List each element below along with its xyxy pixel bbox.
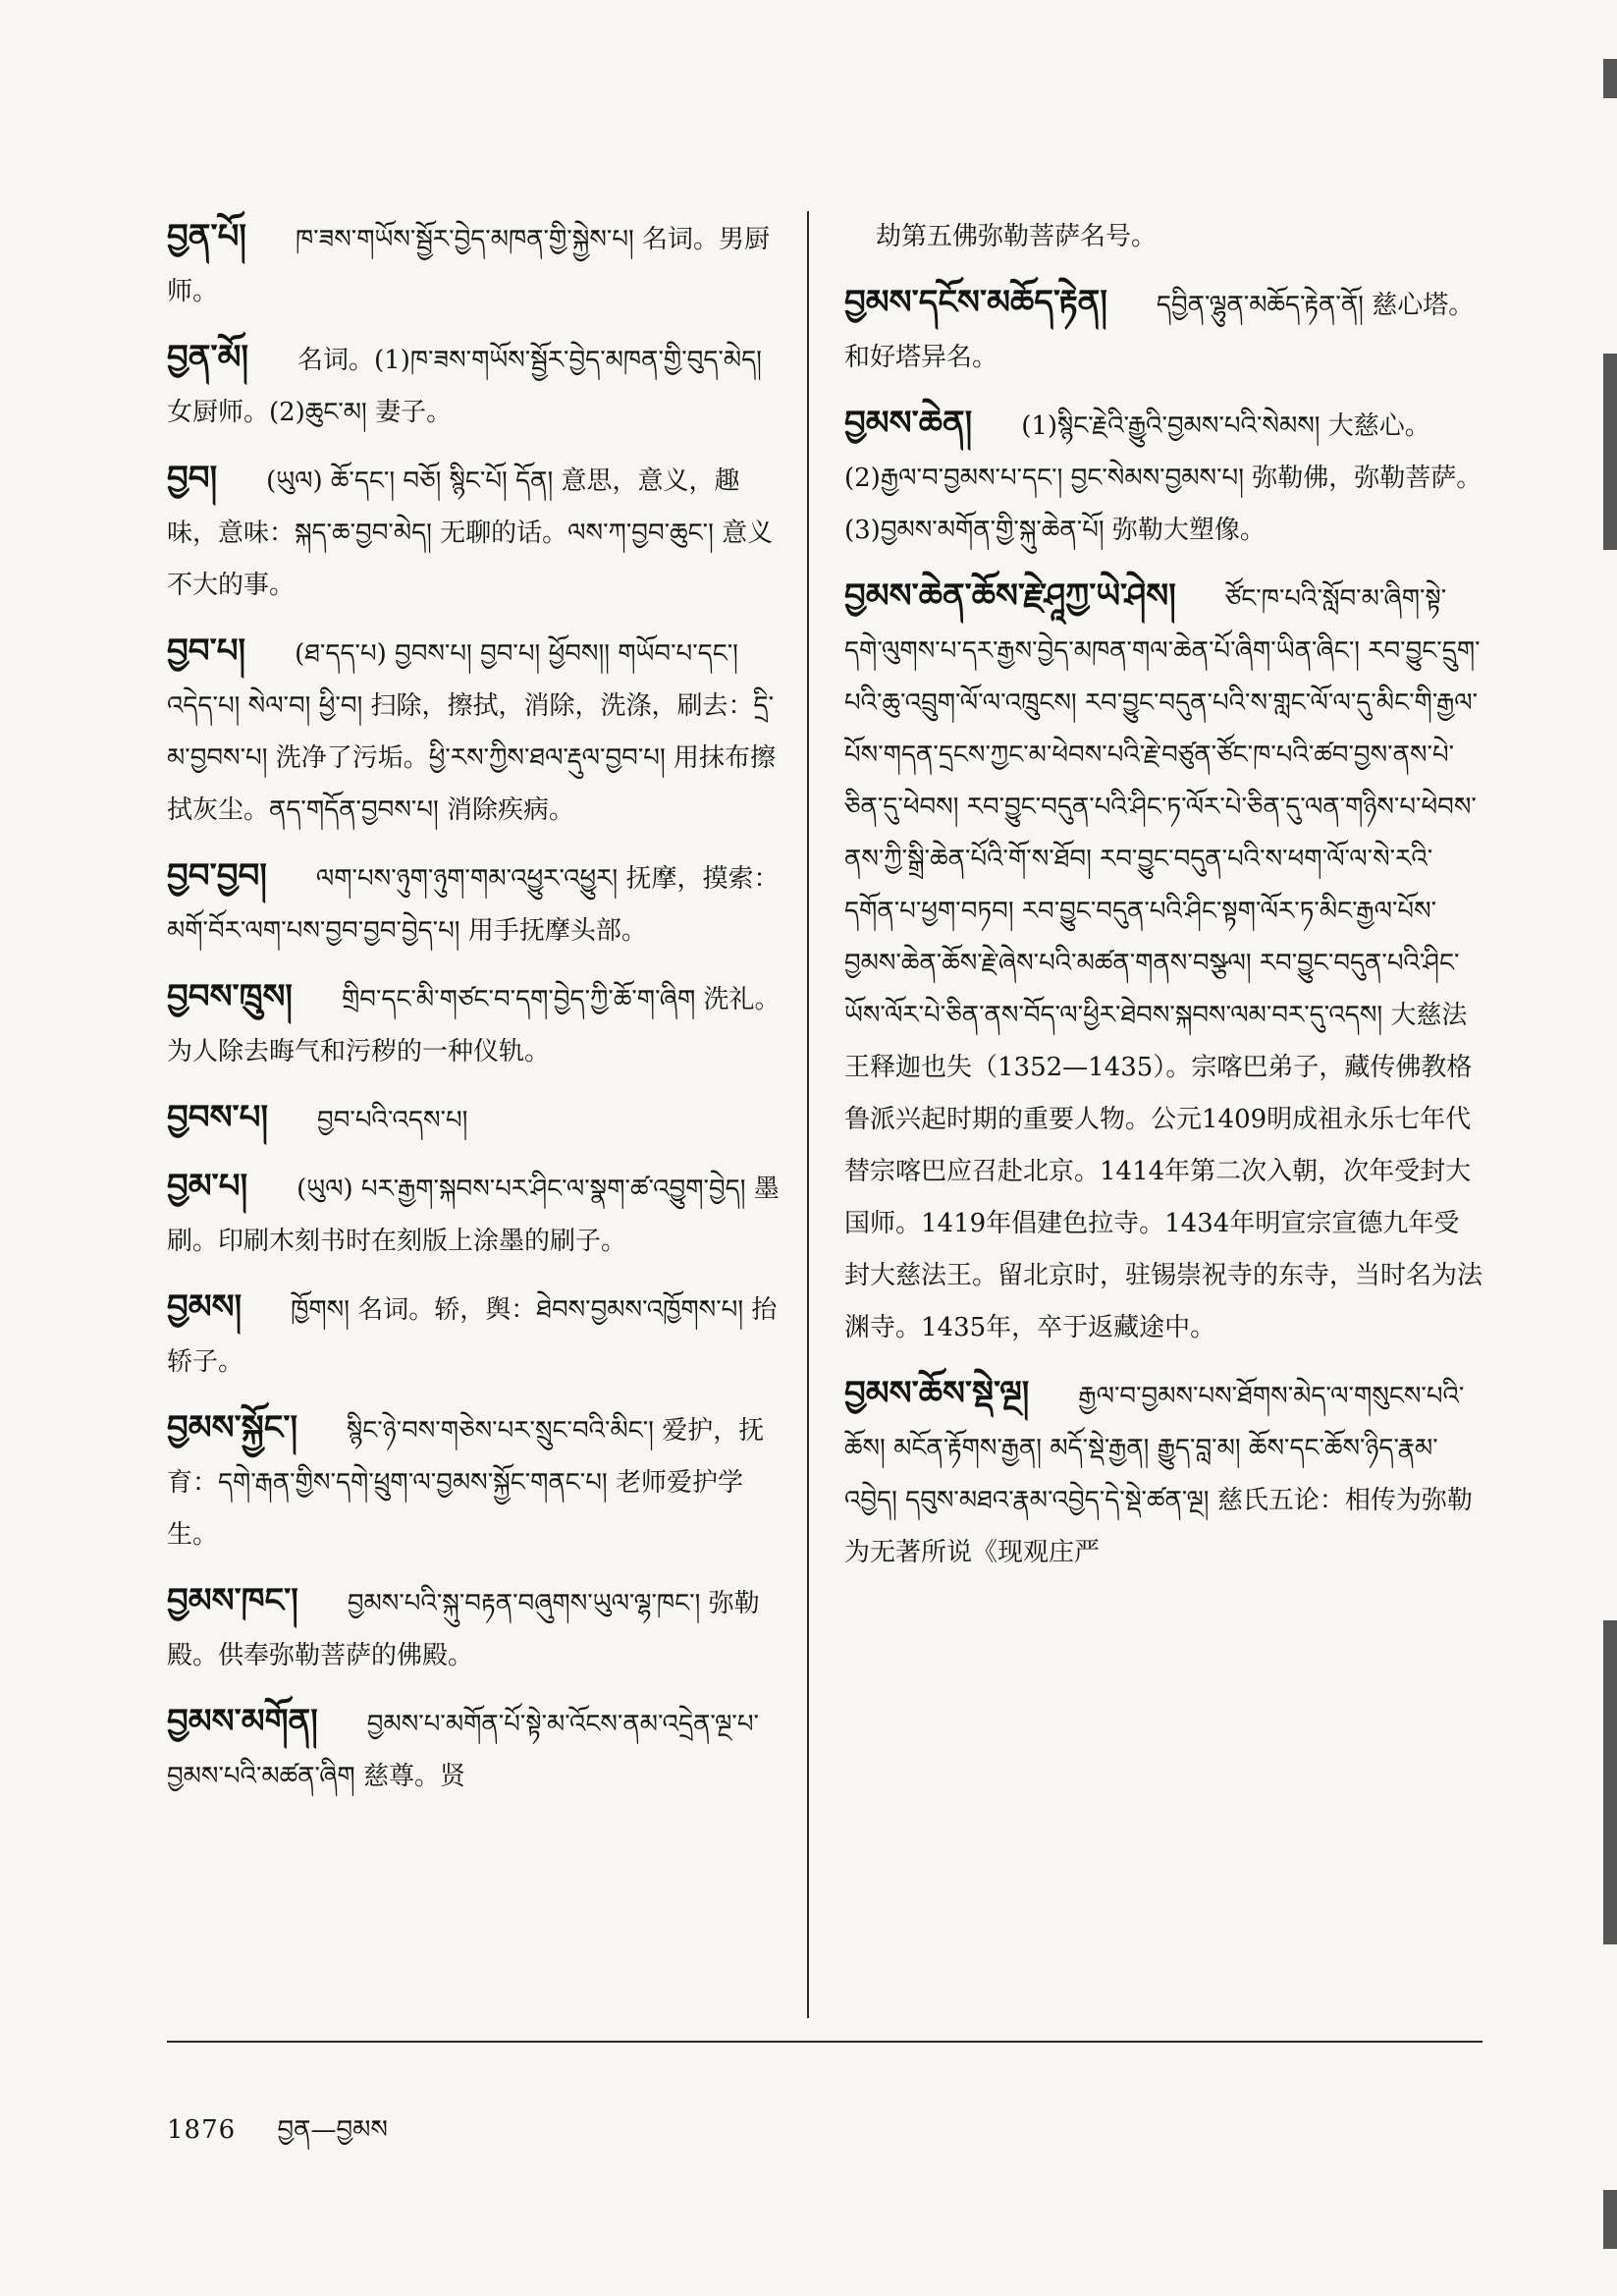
dictionary-entry bbox=[167, 332, 790, 439]
entry-definition: ཙོང་ཁ་པའི་སློབ་མ་ཞིག་སྟེ་དགེ་ལུགས་པ་དར་རྒྱས་བྱེད་མཁན་གལ་ཆེན་པོ་ཞིག་ཡིན་ཞིང་། རབ་བྱུང་དྲུག་པའི་ཆུ་འབྲུག་ལོ་ལ་འཁྲུངས། རབ་བྱུང་བདུན་པའི་ས་གླང་ལོ་ལ་དུ་མིང་གི་རྒྱལ་པོས་གདན་དྲངས་ཀྱང་མ་ཕེབས་པའི་རྗེ་བཙུན་ཙོང་ཁ་པའི་ཚབ་བྱས་ནས་པེ་ཅིན་དུ་ཕེབས། རབ་བྱུང་བདུན་པའི་ཤིང་ཏ་ལོར་པེ་ཅིན་དུ་ལན་གཉིས་པ་ཕེབས་ནས་ཀྱི་སྒྲི་ཆེན་པོའི་གོ་ས་ཐོབ། རབ་བྱུང་བདུན་པའི་ས་ཕག་ལོ་ལ་སེ་རའི་དགོན་པ་ཕྱག་བཏབ། རབ་བྱུང་བདུན་པའི་ཤིང་སྟག་ལོར་ཏ་མིང་རྒྱལ་པོས་བྱམས་ཆེན་ཆོས་རྗེ་ཞེས་པའི་མཚན་གནས་བསྩལ། རབ་བྱུང་བདུན་པའི་ཤིང་ཡོས་ལོར་པེ་ཅིན་ནས་བོད་ལ་ཕྱིར་ཐེབས་སྐབས་ལམ་བར་དུ་འདས། 大慈法王释迦也失（1352—1435）。宗喀巴弟子，藏传佛教格鲁派兴起时期的重要人物。公元1409明成祖永乐七年代替宗喀巴应召赴北京。1414年第二次入朝，次年受封大国师。1419年倡建色拉寺。1434年明宣宗宣德九年受封大慈法王。留北京时，驻锡崇祝寺的东寺，当时名为法渊寺。1435年，卒于返藏途中。 bbox=[844, 584, 1483, 1342]
entry-definition: 名词。(1)ཁ་ཟས་གཡོས་སྦྱོར་བྱེད་མཁན་གྱི་བུད་མེད། 女厨师。(2)ཆུང་མ། 妻子。 bbox=[167, 346, 762, 427]
dictionary-entry bbox=[167, 626, 790, 837]
dictionary-entry bbox=[167, 850, 790, 957]
entry-definition: བྱམས་པའི་སྐུ་བརྟན་བཞུགས་ཡུལ་ལྷ་ཁང་། 弥勒殿。供奉弥勒菩萨的佛殿。 bbox=[167, 1589, 760, 1670]
entry-definition: ལག་པས་ཉུག་ཉུག་གམ་འཕྱུར་འཕྱུར། 抚摩，摸索：མགོ་བོར་ལག་པས་བྱབ་བྱབ་བྱེད་པ། 用手抚摩头部。 bbox=[167, 864, 780, 946]
column-divider bbox=[807, 211, 809, 2018]
entry-definition: ཁ་ཟས་གཡོས་སྦྱོར་བྱེད་མཁན་གྱི་སྐྱེས་པ། 名词。男厨师。 bbox=[167, 225, 771, 306]
entry-headword: བྱམས་ཆེན་ཆོས་རྗེ་ཤཱཀྱ་ཡེ་ཤེས། bbox=[844, 576, 1176, 616]
entry-headword: བྱམས། bbox=[167, 1287, 243, 1327]
entry-definition: དབྱིན་ལྷུན་མཆོད་རྟེན་ནོ། 慈心塔。和好塔异名。 bbox=[844, 291, 1475, 372]
entry-headword: བྱམས་ཁང་། bbox=[167, 1581, 298, 1620]
dictionary-entry bbox=[167, 1282, 790, 1389]
right-column bbox=[844, 211, 1482, 1593]
entry-definition: བྱམས་པ་མགོན་པོ་སྟེ་མ་འོངས་ནམ་འདྲེན་ལྔ་པ་བྱམས་པའི་མཚན་ཞིག 慈尊。贤 bbox=[167, 1710, 760, 1791]
entry-definition: (ཡུལ) པར་རྒྱག་སྐབས་པར་ཤིང་ལ་སྣག་ཚ་འབྱུག་བྱེད། 墨刷。印刷木刻书时在刻版上涂墨的刷子。 bbox=[167, 1175, 780, 1256]
dictionary-entry bbox=[844, 277, 1482, 384]
entry-headword: བྱན་མོ། bbox=[167, 338, 249, 377]
dictionary-entry bbox=[167, 1161, 790, 1268]
entry-definition: (ཡུལ) ཆོ་དང་། བཅོ། སྙིང་པོ། དོན། 意思，意义，趣味，意味：སྐད་ཆ་བྱབ་མེད། 无聊的话。ལས་ཀ་བྱབ་ཆུང་། 意义不大的事。 bbox=[167, 466, 774, 600]
entry-headword: བྱབས་པ། bbox=[167, 1098, 269, 1137]
entry-headword: བྱབ། bbox=[167, 459, 218, 498]
scan-edge-mark bbox=[1603, 59, 1617, 98]
entry-headword: བྱམ་པ། bbox=[167, 1167, 248, 1206]
dictionary-entry bbox=[844, 571, 1482, 1354]
scan-edge-mark bbox=[1603, 2190, 1617, 2249]
entry-definition: (ཐ་དད་པ) བྱབས་པ། བྱབ་པ། ཕྱོབས།། གཡོབ་པ་དང་། འདེད་པ། སེལ་བ། ཕྱི་བ། 扫除，擦拭，消除，洗涤，刷去：དྲི་མ་བྱབས་པ། 洗净了污垢。ཕྱི་རས་ཀྱིས་ཐལ་རྡུལ་བྱབ་པ། 用抹布擦拭灰尘。ནད་གདོན་བྱབས་པ། 消除疾病。 bbox=[167, 639, 776, 825]
dictionary-entry bbox=[167, 1575, 790, 1682]
entry-headword: བྱབ་པ། bbox=[167, 631, 246, 671]
page-footer bbox=[167, 2102, 388, 2173]
dictionary-entry bbox=[167, 1402, 790, 1561]
page-number: 1876 bbox=[167, 2115, 237, 2145]
entry-definition: གྲིབ་དང་མི་གཙང་བ་དག་བྱེད་ཀྱི་ཆོ་ག་ཞིག 洗礼。为人除去晦气和污秽的一种仪轨。 bbox=[167, 985, 781, 1066]
scan-edge-mark bbox=[1603, 1620, 1617, 1944]
entry-definition: སྙིང་ཉེ་བས་གཅེས་པར་སྲུང་བའི་མིང་། 爱护，抚育：དགེ་རྒན་གྱིས་དགེ་ཕྲུག་ལ་བྱམས་སྐྱོང་གནང་པ། 老师爱护学生。 bbox=[167, 1416, 765, 1550]
dictionary-entry bbox=[167, 1696, 790, 1803]
entry-definition: ཁྱོགས། 名词。轿，舆：ཐེབས་བྱམས་འཁྱོགས་པ། 抬轿子。 bbox=[167, 1295, 778, 1377]
entry-headword: བྱམས་ཆོས་སྡེ་ལྔ། bbox=[844, 1374, 1030, 1413]
entry-headword: བྱམས་མགོན། bbox=[167, 1702, 318, 1741]
entry-headword: བྱབ་བྱབ། bbox=[167, 856, 267, 896]
dictionary-entry bbox=[167, 971, 790, 1078]
entry-definition: (1)སྙིང་རྗེའི་རྒྱུའི་བྱམས་པའི་སེམས། 大慈心。(2)རྒྱལ་བ་བྱམས་པ་དང་། བྱང་སེམས་བྱམས་པ། 弥勒佛，弥勒菩萨。(3)བྱམས་མགོན་གྱི་སྐུ་ཆེན་པོ། 弥勒大塑像。 bbox=[844, 411, 1482, 545]
continuation-text: 劫第五佛弥勒菩萨名号。 bbox=[876, 222, 1158, 251]
entry-headword: བྱན་པོ། bbox=[167, 217, 246, 256]
page-range: བྱན—བྱམས bbox=[277, 2115, 388, 2145]
dictionary-entry bbox=[167, 453, 790, 612]
dictionary-entry bbox=[844, 1368, 1482, 1579]
dictionary-entry bbox=[167, 211, 790, 318]
footer-rule bbox=[167, 2041, 1482, 2043]
entry-headword: བྱམས་ཆེན། bbox=[844, 404, 973, 443]
scan-edge-mark bbox=[1603, 354, 1617, 550]
dictionary-entry bbox=[844, 398, 1482, 557]
entry-headword: བྱམས་དངོས་མཆོད་རྟེན། bbox=[844, 283, 1107, 322]
entry-definition: བྱབ་པའི་འདས་པ། bbox=[317, 1106, 468, 1135]
entry-headword: བྱམས་སྐྱོང་། bbox=[167, 1408, 298, 1448]
dictionary-entry bbox=[167, 1092, 790, 1147]
entry-headword: བྱབས་ཁྲུས། bbox=[167, 977, 293, 1016]
entry-definition: རྒྱལ་བ་བྱམས་པས་ཐོགས་མེད་ལ་གསུངས་པའི་ཆོས། མངོན་རྟོགས་རྒྱན། མདོ་སྡེ་རྒྱན། རྒྱུད་བླ་མ། ཆོས་དང་ཆོས་ཉིད་རྣམ་འབྱེད། དབུས་མཐའ་རྣམ་འབྱེད་དེ་སྡེ་ཚན་ལྔ། 慈氏五论：相传为弥勒为无著所说《现观庄严 bbox=[844, 1382, 1473, 1567]
left-column bbox=[167, 211, 790, 1817]
